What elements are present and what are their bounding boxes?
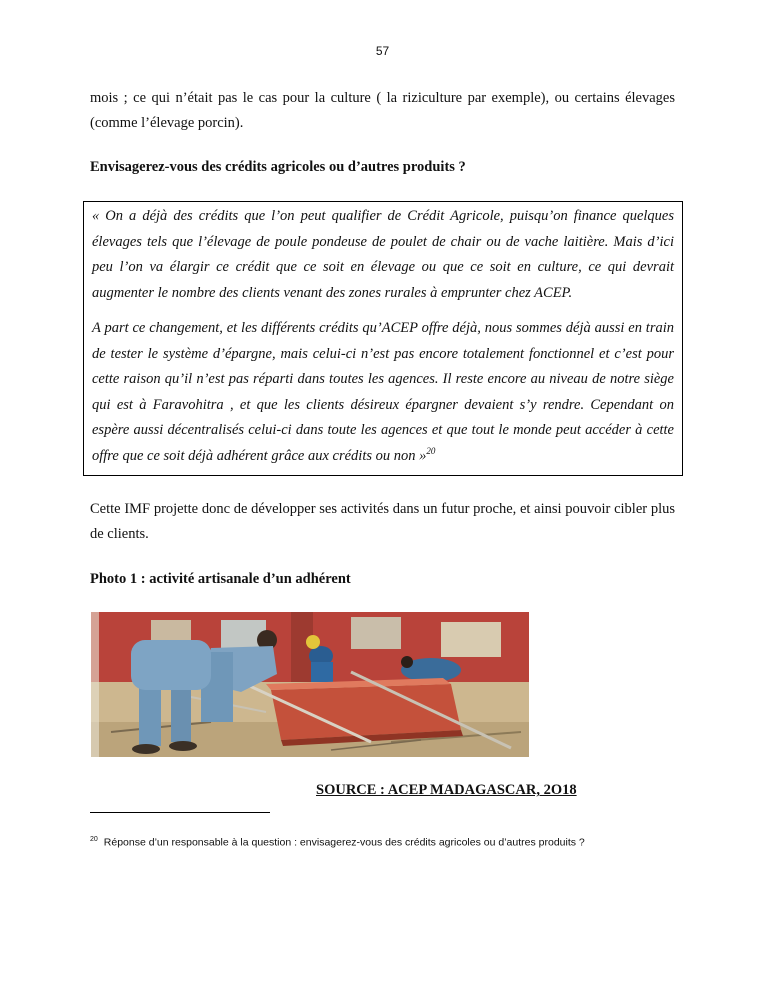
quote-paragraph-1: « On a déjà des crédits que l’on peut qualifier de Crédit Agricole, puisqu’on finance quelques élevages tels que l’élevage de poule pondeuse de poulet de chair ou de vache laitière. Mais d’ici peu l’on va élargir ce crédit que ce soit en élevage ou que ce soit en culture, ce qui devrait augmenter le nombre des clients venant des zones rurales à emprunter chez ACEP. (92, 208, 674, 301)
intro-paragraph: mois ; ce qui n’était pas le cas pour la culture ( la riziculture par exemple), ou certains élevages (comme l’élevage porcin). (90, 90, 675, 131)
conclusion-paragraph: Cette IMF projette donc de développer ses activités dans un futur proche, et ainsi pouvoir cibler plus de clients. (90, 501, 675, 542)
footnote-text: Réponse d’un responsable à la question : envisagerez-vous des crédits agricoles ou d’autres produits ? (103, 836, 585, 849)
footnote-number: 20 (90, 836, 98, 843)
quote-paragraph-2 (92, 316, 674, 469)
footnote-divider (90, 812, 270, 813)
footnote-reference: 20 (426, 445, 436, 456)
footnote (90, 836, 585, 849)
photo-source: SOURCE : ACEP MADAGASCAR, 2O18 (316, 782, 577, 798)
question-heading: Envisagerez-vous des crédits agricoles ou d’autres produits ? (90, 159, 466, 175)
page-number: 57 (375, 44, 390, 58)
quote-paragraph-2-text: A part ce changement, et les différents crédits qu’ACEP offre déjà, nous sommes déjà aussi en train de tester le système d’épargne, mais celui-ci n’est pas encore totalement fonctionnel et c’est pour cette raison qu’il n’est pas réparti dans toutes les agences. Il reste encore au niveau de notre siège qui est à Faravohitra , et que les clients désireux épargner devaient s’y rendre. Cependant on espère aussi décentralisés celui-ci dans toute les agences et que tout le monde peut accéder à cette offre que ce soit déjà adhérent grâce aux crédits ou non » (92, 320, 674, 464)
photo-heading: Photo 1 : activité artisanale d’un adhérent (90, 571, 351, 587)
interview-quote-box (83, 201, 683, 476)
photo-illustration (91, 612, 529, 757)
artisan-workshop-photo (91, 612, 529, 757)
